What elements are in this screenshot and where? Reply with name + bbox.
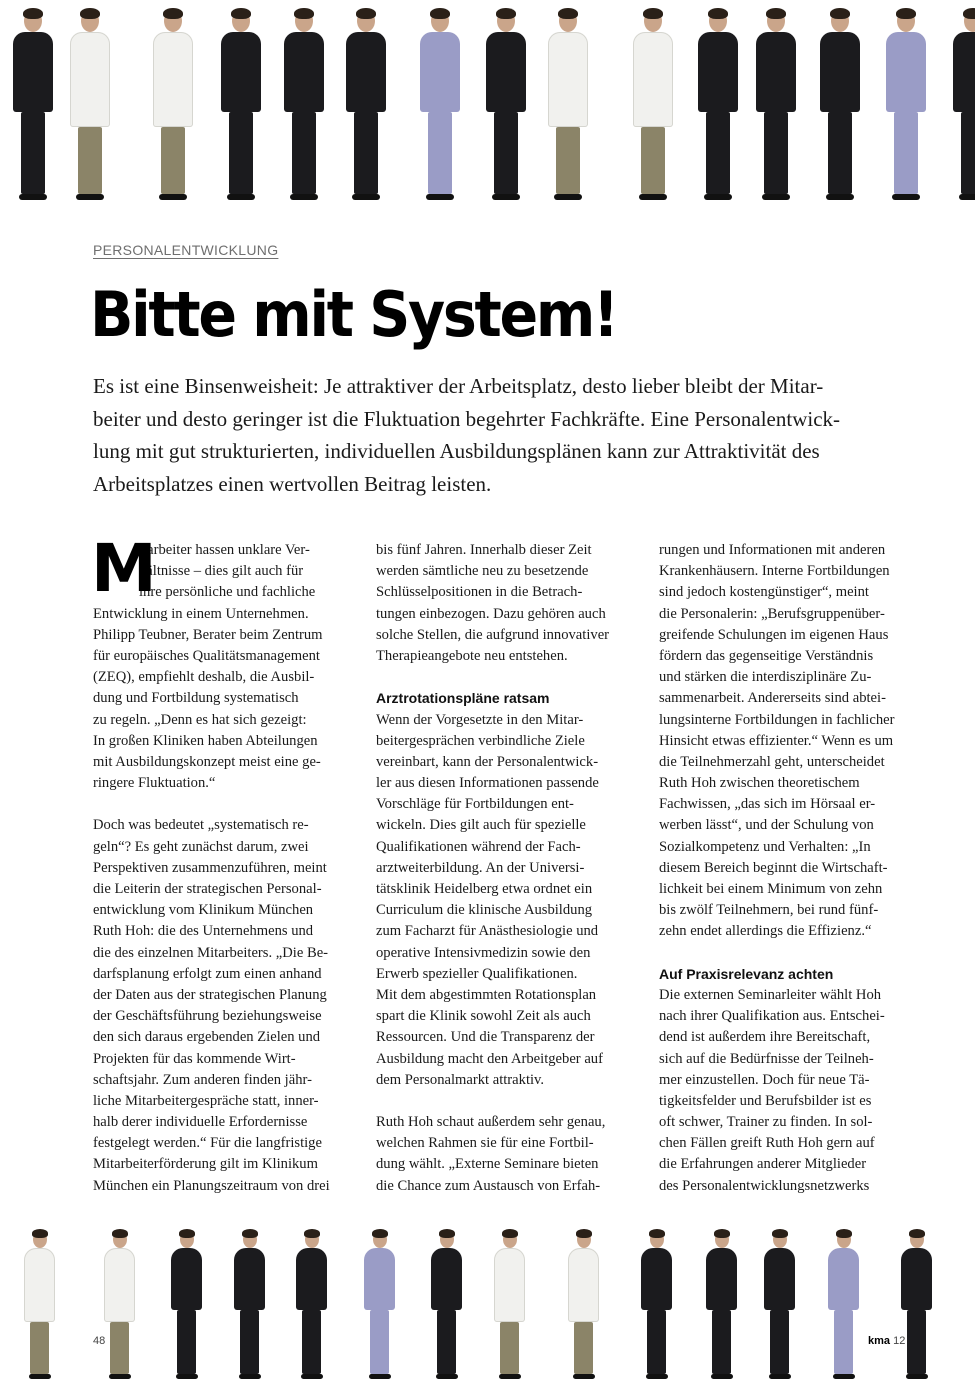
text-line: werben lässt“, und der Schulung von — [659, 817, 874, 834]
text-column-3 — [659, 540, 917, 1197]
text-line: solche Stellen, die aufgrund innovativer — [376, 626, 610, 643]
text-column-2 — [376, 540, 634, 1197]
text-line: ringere Fluktuation.“ — [93, 775, 216, 792]
standing-person-figure — [540, 10, 596, 200]
text-line: mer einzustellen. Doch für neue Tä- — [659, 1071, 870, 1088]
section-kicker: PERSONALENTWICKLUNG — [93, 242, 279, 258]
lead-paragraph — [93, 370, 893, 500]
text-line: Projekten für das kommende Wirt- — [93, 1050, 296, 1067]
standing-person-figure — [145, 10, 201, 200]
lead-line: lung mit gut strukturierten, individuellen Ausbildungsplänen kann zur Attraktivität des — [93, 439, 820, 463]
text-line: Ruth Hoh schaut außerdem sehr genau, — [376, 1114, 606, 1131]
text-line: Schlüsselpositionen in die Betrach- — [376, 584, 583, 601]
standing-person-figure — [878, 10, 934, 200]
text-line: liche Mitarbeitergespräche statt, inner- — [93, 1092, 319, 1109]
standing-person-figure — [358, 1231, 402, 1379]
text-line: Die externen Seminarleiter wählt Hoh — [659, 986, 882, 1003]
text-line: fördern das gegenseitige Verständnis — [659, 647, 874, 664]
text-line: Sozialkompetenz und Verhalten: „In — [659, 838, 871, 855]
text-line: diesem Bereich beginnt die Wirtschaft- — [659, 859, 888, 876]
subheading-praxisrelevanz: Auf Praxisrelevanz achten — [659, 965, 834, 982]
standing-person-figure — [562, 1231, 606, 1379]
standing-person-figure — [165, 1231, 209, 1379]
text-line: tigkeitsfelder und Berufsbilder ist es — [659, 1092, 872, 1109]
text-line: lichkeit bei einem Minimum von zehn — [659, 881, 883, 897]
text-line: ihre persönliche und fachliche — [139, 584, 316, 601]
text-line: Philipp Teubner, Berater beim Zentrum — [93, 626, 323, 643]
page-number: 48 — [93, 1335, 106, 1347]
text-line: oft schwer, Trainer zu finden. In sol- — [659, 1114, 873, 1131]
magazine-brand: kma — [868, 1335, 891, 1347]
text-line: beitergesprächen verbindliche Ziele — [376, 732, 585, 749]
people-photo-strip-bottom — [0, 1225, 975, 1379]
issue-number: 12 — [893, 1335, 906, 1347]
text-line: arztweiterbildung. An der Universi- — [376, 859, 585, 876]
text-line: ler aus diesen Informationen passende — [376, 775, 599, 792]
standing-person-figure — [945, 10, 975, 200]
text-line: (ZEQ), empfiehlt deshalb, die Ausbil- — [93, 669, 315, 686]
text-line: sammenarbeit. Andererseits sind abtei- — [659, 690, 886, 707]
standing-person-figure — [98, 1231, 142, 1379]
text-line: hältnisse – dies gilt auch für — [139, 563, 304, 580]
text-line: darfsplanung erfolgt zum einen anhand — [93, 965, 322, 982]
text-line: der Geschäftsführung beziehungsweise — [93, 1008, 322, 1025]
text-line: Ausbildung macht den Arbeitgeber auf — [376, 1050, 603, 1067]
text-line: Therapieangebote neu entstehen. — [376, 647, 568, 664]
text-line: zu regeln. „Denn es hat sich gezeigt: — [93, 711, 307, 728]
standing-person-figure — [228, 1231, 272, 1379]
standing-person-figure — [625, 10, 681, 200]
text-line: bis fünf Jahren. Innerhalb dieser Zeit — [376, 542, 592, 558]
text-line: dung wählt. „Externe Seminare bieten — [376, 1156, 599, 1173]
standing-person-figure — [18, 1231, 62, 1379]
text-column-1 — [91, 530, 351, 1197]
text-line: rungen und Informationen mit anderen — [659, 542, 886, 558]
text-line: Krankenhäusern. Interne Fortbildungen — [659, 563, 890, 580]
text-line: München ein Planungszeitraum von drei — [93, 1177, 330, 1194]
text-line: mit Ausbildungskonzept meist eine ge- — [93, 753, 321, 770]
standing-person-figure — [478, 10, 534, 200]
paragraph-gap — [93, 794, 351, 815]
standing-person-figure — [895, 1231, 939, 1379]
text-line: der Daten aus der strategischen Planung — [93, 986, 327, 1003]
text-line: den sich daraus ergebenden Zielen und — [93, 1029, 321, 1046]
lead-line: Es ist eine Binsenweisheit: Je attraktiver der Arbeitsplatz, desto lieber bleibt der Mitar- — [93, 374, 824, 398]
text-line: itarbeiter hassen unklare Ver- — [139, 542, 310, 558]
text-line: schaftsjahr. Zum anderen finden jähr- — [93, 1071, 312, 1088]
standing-person-figure — [700, 1231, 744, 1379]
text-line: nach ihrer Qualifikation aus. Entschei- — [659, 1008, 885, 1025]
text-line: sich auf die Bedürfnisse der Teilneh- — [659, 1050, 874, 1067]
text-line: wickeln. Dies gilt auch für spezielle — [376, 817, 586, 834]
standing-person-figure — [276, 10, 332, 200]
text-line: die Chance zum Austausch von Erfah- — [376, 1177, 601, 1194]
text-line: vereinbart, kann der Personalentwick- — [376, 753, 599, 770]
text-line: bis zwölf Teilnehmern, bei rund fünf- — [659, 902, 879, 919]
lead-line: beiter und desto geringer ist die Fluktuation begehrter Fachkräfte. Eine Personalentwick- — [93, 406, 841, 431]
text-line: Mitarbeiterförderung gilt im Klinikum — [93, 1156, 318, 1173]
text-line: die Leiterin der strategischen Personal- — [93, 881, 322, 897]
text-line: dem Personalmarkt attraktiv. — [376, 1071, 545, 1088]
text-line: Vorschläge für Fortbildungen ent- — [376, 796, 574, 813]
text-line: zehn endet allerdings die Effizienz.“ — [659, 923, 872, 940]
standing-person-figure — [412, 10, 468, 200]
text-line: Entwicklung in einem Unternehmen. — [93, 605, 309, 622]
text-line: welchen Rahmen sie für eine Fortbil- — [376, 1135, 594, 1152]
text-line: des Personalentwicklungsnetzwerks — [659, 1177, 870, 1194]
subheading-arztrotationsplaene: Arztrotationspläne ratsam — [376, 690, 550, 707]
standing-person-figure — [690, 10, 746, 200]
text-line: Qualifikationen während der Fach- — [376, 838, 581, 855]
text-line: Erwerb spezieller Qualifikationen. — [376, 965, 578, 982]
standing-person-figure — [425, 1231, 469, 1379]
text-line: Fachwissen, „das sich im Hörsaal er- — [659, 796, 876, 813]
text-line: halb derer individuelle Erfordernisse — [93, 1114, 308, 1131]
standing-person-figure — [5, 10, 61, 200]
text-line: Ruth Hoh zwischen theoretischem — [659, 775, 860, 792]
text-line: Ressourcen. Und die Transparenz der — [376, 1029, 595, 1046]
text-line: sind jedoch kostengünstiger“, meint — [659, 584, 869, 601]
text-line: lungsinterne Fortbildungen in fachlicher — [659, 711, 895, 728]
text-line: geln“? Es geht zunächst darum, zwei — [93, 838, 309, 855]
text-line: dend ist außerdem ihre Bereitschaft, — [659, 1029, 871, 1046]
text-line: werden sämtliche neu zu besetzende — [376, 563, 589, 580]
text-line: greifende Schulungen im eigenen Haus — [659, 626, 889, 643]
lead-line: Arbeitsplatzes einen wertvollen Beitrag leisten. — [93, 471, 492, 496]
text-line: Wenn der Vorgesetzte in den Mitar- — [376, 711, 584, 728]
headline: Bitte mit System! — [90, 278, 617, 351]
text-line: Ruth Hoh: die des Unternehmens und — [93, 923, 314, 940]
standing-person-figure — [812, 10, 868, 200]
standing-person-figure — [822, 1231, 866, 1379]
text-line: tungen einbezogen. Dazu gehören auch — [376, 605, 606, 622]
text-line: Curriculum die klinische Ausbildung — [376, 902, 593, 919]
standing-person-figure — [748, 10, 804, 200]
text-line: die des einzelnen Mitarbeiters. „Die Be- — [93, 944, 329, 961]
paragraph-gap — [376, 1091, 634, 1112]
magazine-folio — [868, 1335, 905, 1347]
text-line: Perspektiven zusammenzuführen, meint — [93, 859, 327, 876]
standing-person-figure — [758, 1231, 802, 1379]
standing-person-figure — [635, 1231, 679, 1379]
text-line: dung und Fortbildung systematisch — [93, 690, 299, 707]
text-line: Doch was bedeutet „systematisch re- — [93, 817, 309, 834]
text-line: In großen Kliniken haben Abteilungen — [93, 732, 318, 749]
text-line: entwicklung vom Klinikum München — [93, 902, 314, 919]
standing-person-figure — [213, 10, 269, 200]
text-line: die Personalerin: „Berufsgruppenüber- — [659, 605, 885, 622]
text-line: und stärken die interdisziplinäre Zu- — [659, 669, 872, 686]
text-line: chen Fällen greift Ruth Hoh gern auf — [659, 1135, 875, 1152]
text-line: festgelegt werden.“ Für die langfristige — [93, 1135, 322, 1152]
standing-person-figure — [62, 10, 118, 200]
text-line: für europäisches Qualitätsmanagement — [93, 647, 320, 664]
text-line: Hinsicht etwas effizienter.“ Wenn es um — [659, 732, 894, 749]
text-line: tätsklinik Heidelberg etwa ordnet ein — [376, 881, 593, 897]
text-line: die Erfahrungen anderer Mitglieder — [659, 1156, 867, 1173]
standing-person-figure — [488, 1231, 532, 1379]
text-line: operative Intensivmedizin sowie den — [376, 944, 591, 961]
standing-person-figure — [290, 1231, 334, 1379]
standing-person-figure — [338, 10, 394, 200]
text-line: zum Facharzt für Anästhesiologie und — [376, 923, 599, 940]
people-photo-strip-top — [0, 0, 975, 200]
dropcap-letter: M — [91, 530, 157, 607]
text-line: Mit dem abgestimmten Rotationsplan — [376, 986, 597, 1003]
text-line: die Teilnehmerzahl geht, unterscheidet — [659, 753, 885, 770]
text-line: spart die Klinik sowohl Zeit als auch — [376, 1008, 591, 1025]
